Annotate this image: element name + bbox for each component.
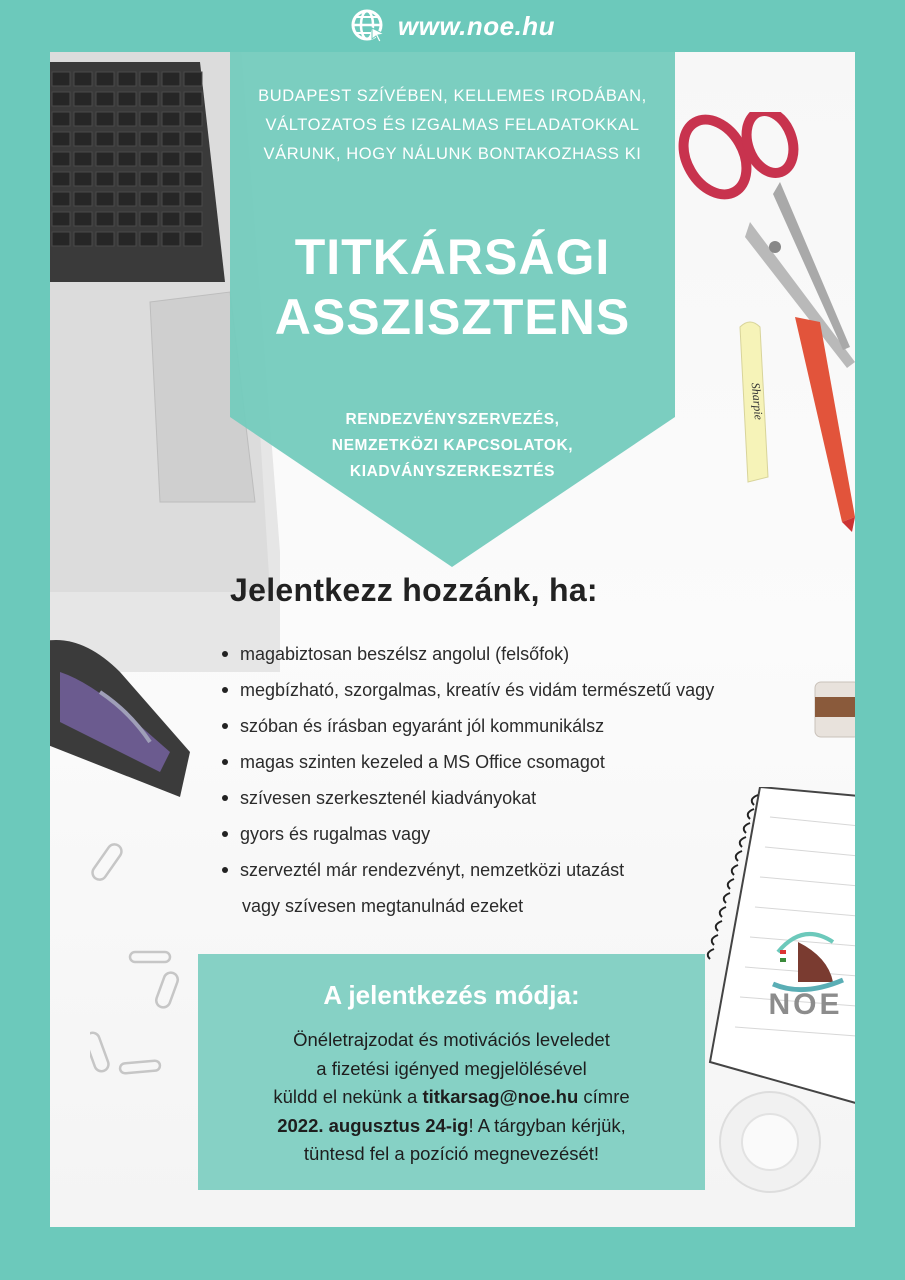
application-line-4-text: ! A tárgyban kérjük, <box>468 1114 626 1136</box>
list-item-text: megbízható, szorgalmas, kreatív és vidám természetű vagy <box>240 680 715 700</box>
list-item-text: szerveztél már rendezvényt, nemzetközi utazást <box>240 860 625 880</box>
bullet-icon <box>222 687 228 693</box>
requirements-list <box>218 636 778 888</box>
application-line-5: tüntesd fel a pozíció megnevezését! <box>303 1143 600 1164</box>
list-item-text: szívesen szerkesztenél kiadványokat <box>240 788 537 808</box>
list-item <box>218 672 778 708</box>
list-item-text: gyors és rugalmas vagy <box>240 824 431 844</box>
list-item-text: magas szinten kezeled a MS Office csomagot <box>240 752 605 772</box>
application-instructions <box>198 1026 705 1169</box>
website-url[interactable]: www.noe.hu <box>397 10 556 41</box>
bullet-icon <box>222 723 228 729</box>
bullet-icon <box>222 867 228 873</box>
stapler-illustration <box>50 632 200 802</box>
globe-cursor-icon <box>350 8 386 44</box>
bottle-illustration <box>810 677 855 747</box>
application-box <box>198 954 705 1190</box>
intro-text: BUDAPEST SZÍVÉBEN, KELLEMES IRODÁBAN, VÁLTOZATOS ÉS IZGALMAS FELADATOKKAL VÁRUNK, HOGY NÁLUNK BONTAKOZHASS KI <box>258 87 647 163</box>
list-item <box>218 708 778 744</box>
job-title-line2: ASSZISZTENS <box>274 289 631 345</box>
logo-text: NOE <box>768 988 843 1021</box>
list-item-text: magabiztosan beszélsz angolul (felsőfok) <box>240 644 570 664</box>
markers-illustration <box>730 317 855 567</box>
deadline: 2022. augusztus 24-ig <box>277 1114 469 1136</box>
job-title-line1: TITKÁRSÁGI <box>294 229 611 285</box>
bullet-icon <box>222 831 228 837</box>
list-item <box>218 636 778 672</box>
header <box>0 0 905 52</box>
job-area-1: RENDEZVÉNYSZERVEZÉS, <box>345 411 560 428</box>
list-item <box>218 744 778 780</box>
application-line-4 <box>198 1112 705 1141</box>
requirements-heading: Jelentkezz hozzánk, ha: <box>230 572 598 608</box>
tape-dispenser-illustration <box>700 1082 830 1202</box>
poster <box>50 52 855 1227</box>
bullet-icon <box>222 651 228 657</box>
application-heading: A jelentkezés módja: <box>323 980 580 1010</box>
job-title <box>230 227 675 347</box>
list-item <box>218 780 778 816</box>
job-area-2: NEMZETKÖZI KAPCSOLATOK, <box>331 437 574 454</box>
application-line-3 <box>198 1083 705 1112</box>
list-item-text: szóban és írásban egyaránt jól kommunikálsz <box>240 716 605 736</box>
noe-logo <box>758 922 853 1032</box>
job-areas <box>230 407 675 485</box>
svg-text:Sharpie: Sharpie <box>748 382 766 421</box>
paperclips-illustration <box>90 832 210 1102</box>
email-link[interactable]: titkarsag@noe.hu <box>422 1086 579 1107</box>
application-line-3-text: küldd el nekünk a <box>273 1086 423 1107</box>
bullet-icon <box>222 795 228 801</box>
list-item <box>218 816 778 852</box>
job-area-3: KIADVÁNYSZERKESZTÉS <box>349 463 556 480</box>
application-line-2: a fizetési igényed megjelölésével <box>316 1057 587 1079</box>
list-item <box>218 852 778 888</box>
application-line-3-suffix: címre <box>578 1086 630 1107</box>
bullet-icon <box>222 759 228 765</box>
list-item-continuation: vagy szívesen megtanulnád ezeket <box>242 896 524 916</box>
application-line-1: Önéletrajzodat és motivációs leveledet <box>293 1029 610 1050</box>
